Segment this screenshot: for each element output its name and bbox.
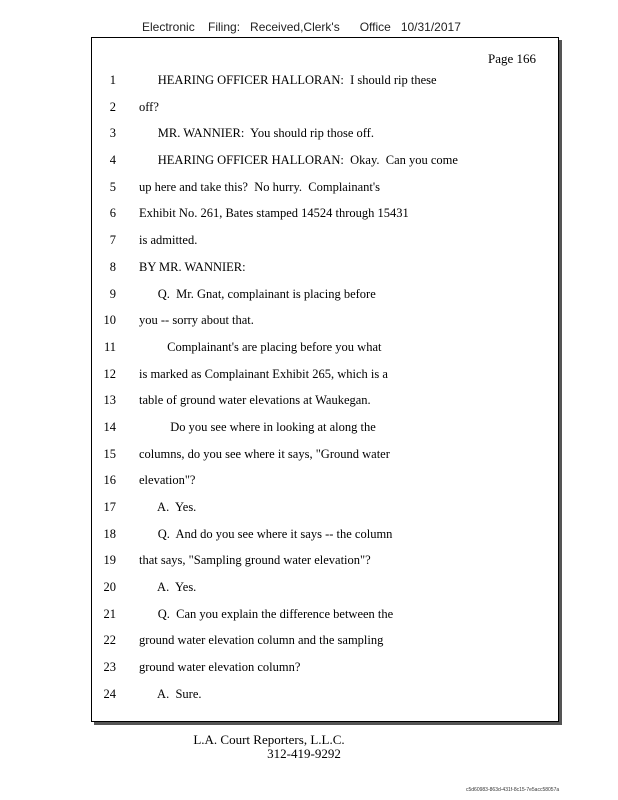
- transcript-line: [91, 654, 557, 681]
- line-number: 5: [109, 179, 116, 194]
- line-text: A. Yes.: [139, 500, 197, 514]
- document-hash: c5d60983-863d-431f-8c15-7e5acc58057a: [466, 787, 560, 793]
- line-text: Q. And do you see where it says -- the column: [139, 526, 393, 541]
- line-text: elevation"?: [139, 473, 196, 488]
- line-text: Q. Can you explain the difference between the: [139, 606, 394, 621]
- footer-company: L.A. Court Reporters, L.L.C.: [193, 732, 345, 747]
- transcript-line: [91, 547, 557, 574]
- transcript-line: [91, 681, 557, 708]
- transcript-line: [91, 361, 557, 388]
- transcript-line: [91, 67, 557, 94]
- line-text: is marked as Complainant Exhibit 265, which is a: [139, 366, 388, 381]
- transcript-line: [91, 200, 557, 227]
- line-number: 19: [103, 553, 116, 568]
- transcript-line: [91, 574, 557, 601]
- transcript-line: [91, 227, 557, 254]
- line-number: 22: [103, 633, 116, 648]
- transcript-line: [91, 307, 557, 334]
- line-text: A. Yes.: [139, 580, 197, 595]
- line-text: Q. Mr. Gnat, complainant is placing before: [139, 286, 376, 301]
- transcript-line: [91, 120, 557, 147]
- page-number: Page 166: [487, 51, 536, 66]
- transcript-line: [91, 174, 557, 201]
- line-text: you -- sorry about that.: [139, 313, 254, 328]
- line-text: is admitted.: [139, 233, 198, 248]
- line-number: 20: [103, 580, 116, 595]
- line-text: off?: [139, 99, 159, 114]
- line-number: 3: [109, 126, 116, 141]
- transcript-line: [91, 94, 557, 121]
- transcript-line: [91, 467, 557, 494]
- transcript-line: [91, 281, 557, 308]
- transcript-line: [91, 627, 557, 654]
- transcript-lines: [91, 67, 557, 708]
- line-number: 4: [109, 153, 116, 168]
- filing-stamp: Electronic Filing: Received,Clerk's Office 10/31/2017: [142, 20, 461, 34]
- line-number: 17: [103, 500, 116, 514]
- transcript-line: [91, 147, 557, 174]
- line-number: 11: [103, 339, 116, 354]
- transcript-line: [91, 414, 557, 441]
- line-text: table of ground water elevations at Waukegan.: [139, 393, 371, 408]
- line-number: 23: [103, 660, 116, 675]
- line-text: ground water elevation column and the sampling: [139, 633, 384, 648]
- line-number: 8: [109, 259, 116, 274]
- line-text: HEARING OFFICER HALLORAN: Okay. Can you come: [139, 153, 458, 168]
- transcript-line: [91, 601, 557, 628]
- line-text: Do you see where in looking at along the: [139, 419, 376, 434]
- line-text: columns, do you see where it says, "Ground water: [139, 446, 390, 461]
- line-number: 16: [103, 473, 116, 488]
- transcript-line: [91, 254, 557, 281]
- line-text: A. Sure.: [139, 686, 202, 701]
- line-text: ground water elevation column?: [139, 660, 301, 675]
- footer: [0, 733, 618, 761]
- line-number: 10: [103, 313, 116, 328]
- transcript-line: [91, 521, 557, 548]
- line-text: MR. WANNIER: You should rip those off.: [139, 126, 374, 141]
- transcript-line: [91, 441, 557, 468]
- line-number: 12: [103, 366, 116, 381]
- line-text: Complainant's are placing before you what: [139, 339, 382, 354]
- transcript-line: [91, 387, 557, 414]
- line-number: 21: [103, 606, 116, 621]
- line-number: 7: [109, 233, 116, 248]
- line-text: that says, "Sampling ground water elevation"?: [139, 553, 371, 568]
- line-text: BY MR. WANNIER:: [139, 259, 246, 274]
- line-number: 2: [109, 99, 116, 114]
- line-number: 6: [109, 206, 116, 221]
- footer-phone: 312-419-9292: [267, 746, 341, 761]
- transcript-line: [91, 494, 557, 521]
- line-text: HEARING OFFICER HALLORAN: I should rip these: [139, 73, 437, 87]
- line-number: 1: [109, 73, 116, 87]
- line-number: 24: [103, 686, 116, 701]
- line-number: 9: [109, 286, 116, 301]
- line-number: 13: [103, 393, 116, 408]
- line-text: Exhibit No. 261, Bates stamped 14524 through 15431: [139, 206, 409, 221]
- line-number: 15: [103, 446, 116, 461]
- transcript-line: [91, 334, 557, 361]
- line-text: up here and take this? No hurry. Complainant's: [139, 179, 380, 194]
- line-number: 14: [103, 419, 116, 434]
- line-number: 18: [103, 526, 116, 541]
